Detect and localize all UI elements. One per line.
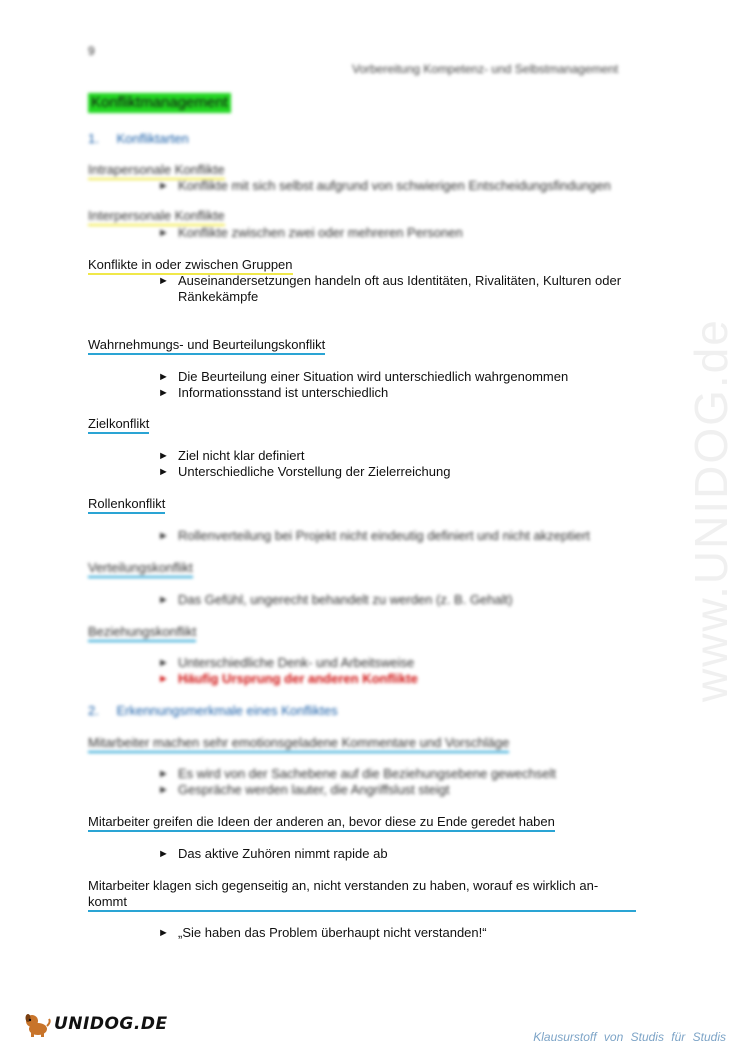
subheading-sign-interrupt: Mitarbeiter greifen die Ideen der anderen an, bevor diese zu Ende geredet haben xyxy=(88,814,555,832)
section-title: Konfliktarten xyxy=(116,131,189,146)
bullet-list xyxy=(158,273,658,305)
list-item-text: Ziel nicht klar definiert xyxy=(178,448,305,463)
logo-text: UNIDOG.DE xyxy=(54,1014,168,1034)
subheading-sign-emotional: Mitarbeiter machen sehr emotionsgeladene Kommentare und Vorschläge xyxy=(88,735,509,753)
subheading-goal: Zielkonflikt xyxy=(88,416,149,434)
list-item-text: Informationsstand ist unterschiedlich xyxy=(178,385,389,400)
list-item xyxy=(158,448,450,464)
section-number: 2. xyxy=(88,703,99,718)
list-item xyxy=(158,925,487,941)
list-item-text: Unterschiedliche Vorstellung der Zielerreichung xyxy=(178,464,451,479)
arrow-bullet-icon: ► xyxy=(158,768,169,780)
arrow-bullet-icon: ► xyxy=(158,530,169,542)
list-item xyxy=(158,782,556,798)
list-item xyxy=(158,655,418,671)
section-2-heading xyxy=(88,703,338,718)
subheading-distribution: Verteilungskonflikt xyxy=(88,560,193,578)
bullet-list xyxy=(158,925,487,941)
list-item-text: Konflikte zwischen zwei oder mehreren Personen xyxy=(178,225,463,240)
list-item-text: Auseinandersetzungen handeln oft aus Identitäten, Rivalitäten, Kulturen oder Ränkekämpfe xyxy=(178,273,622,304)
page-title: Konfliktmanagement xyxy=(88,93,231,113)
list-item xyxy=(158,766,556,782)
list-item xyxy=(158,846,388,862)
arrow-bullet-icon: ► xyxy=(158,227,169,239)
list-item-emphasis xyxy=(158,671,418,687)
list-item xyxy=(158,225,463,241)
bullet-list xyxy=(158,448,450,480)
running-header: Vorbereitung Kompetenz- und Selbstmanagement xyxy=(352,62,619,76)
bullet-list xyxy=(158,846,388,862)
list-item-text: Rollenverteilung bei Projekt nicht eindeutig definiert und nicht akzeptiert xyxy=(178,528,590,543)
list-item xyxy=(158,464,450,480)
section-number: 1. xyxy=(88,131,99,146)
list-item-text: Das Gefühl, ungerecht behandelt zu werden (z. B. Gehalt) xyxy=(178,592,513,607)
footer-tagline: Klausurstoff von Studis für Studis xyxy=(533,1030,726,1044)
arrow-bullet-icon: ► xyxy=(158,180,169,192)
subheading-relationship: Beziehungskonflikt xyxy=(88,624,196,642)
list-item xyxy=(158,178,611,194)
arrow-bullet-icon: ► xyxy=(158,784,169,796)
list-item-text: Häufig Ursprung der anderen Konflikte xyxy=(178,671,418,686)
bullet-list xyxy=(158,655,418,687)
bullet-list xyxy=(158,766,556,798)
list-item xyxy=(158,592,513,608)
bullet-list xyxy=(158,369,568,401)
list-item-text: Unterschiedliche Denk- und Arbeitsweise xyxy=(178,655,415,670)
watermark: www.UNIDOG.de xyxy=(685,318,737,702)
arrow-bullet-icon: ► xyxy=(158,450,169,462)
arrow-bullet-icon: ► xyxy=(158,594,169,606)
arrow-bullet-icon: ► xyxy=(158,657,169,669)
list-item xyxy=(158,385,568,401)
subheading-sign-accuse: Mitarbeiter klagen sich gegenseitig an, nicht verstanden zu haben, worauf es wirklich an-kommt xyxy=(88,878,636,912)
subheading-perception: Wahrnehmungs- und Beurteilungskonflikt xyxy=(88,337,325,355)
arrow-bullet-icon: ► xyxy=(158,673,169,685)
arrow-bullet-icon: ► xyxy=(158,848,169,860)
arrow-bullet-icon: ► xyxy=(158,371,169,383)
list-item-text: Es wird von der Sachebene auf die Beziehungsebene gewechselt xyxy=(178,766,556,781)
footer-logo xyxy=(22,1010,168,1038)
list-item-text: Konflikte mit sich selbst aufgrund von schwierigen Entscheidungsfindungen xyxy=(178,178,611,193)
bullet-list xyxy=(158,225,463,241)
arrow-bullet-icon: ► xyxy=(158,275,169,287)
arrow-bullet-icon: ► xyxy=(158,927,169,939)
section-1-heading xyxy=(88,131,189,146)
bullet-list xyxy=(158,178,611,194)
arrow-bullet-icon: ► xyxy=(158,387,169,399)
subheading-role: Rollenkonflikt xyxy=(88,496,165,514)
arrow-bullet-icon: ► xyxy=(158,466,169,478)
dog-icon xyxy=(22,1010,52,1038)
section-title: Erkennungsmerkmale eines Konfliktes xyxy=(116,703,338,718)
page-number: 9 xyxy=(88,44,95,58)
list-item xyxy=(158,273,658,305)
list-item xyxy=(158,369,568,385)
subheading-interpersonal: Interpersonale Konflikte xyxy=(88,208,225,226)
subheading-groups: Konflikte in oder zwischen Gruppen xyxy=(88,257,293,275)
list-item xyxy=(158,528,590,544)
list-item-text: Gespräche werden lauter, die Angriffslust steigt xyxy=(178,782,450,797)
subheading-intrapersonal: Intrapersonale Konflikte xyxy=(88,162,225,180)
list-item-text: „Sie haben das Problem überhaupt nicht verstanden!“ xyxy=(178,925,487,940)
bullet-list xyxy=(158,528,590,544)
list-item-text: Die Beurteilung einer Situation wird unterschiedlich wahrgenommen xyxy=(178,369,569,384)
list-item-text: Das aktive Zuhören nimmt rapide ab xyxy=(178,846,388,861)
bullet-list xyxy=(158,592,513,608)
